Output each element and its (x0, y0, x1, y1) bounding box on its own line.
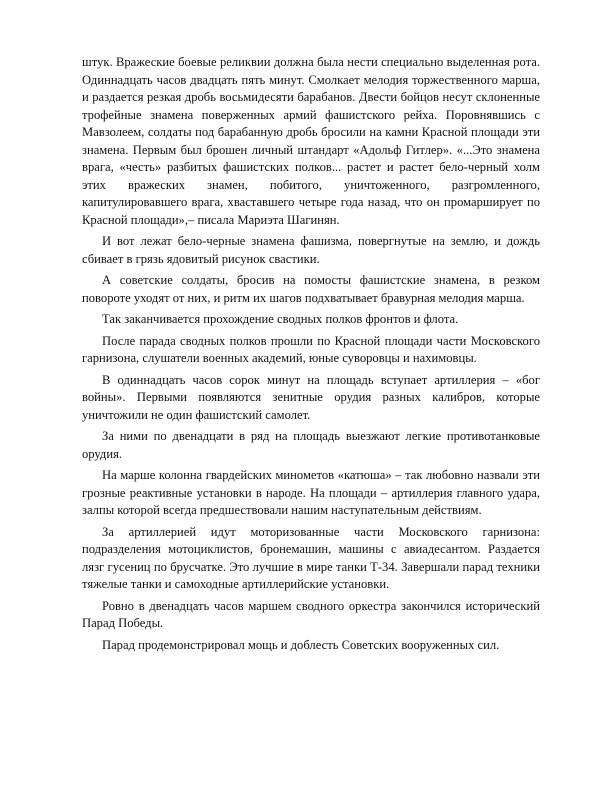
paragraph-3: А советские солдаты, бросив на помосты фашистские знамена, в резком повороте уходят от них, и ритм их шагов подхватывает бравурная мелодия марша. (82, 273, 540, 305)
paragraph-7: За ними по двенадцати в ряд на площадь выезжают легкие противотанковые орудия. (82, 429, 540, 461)
paragraph-10: Ровно в двенадцать часов маршем сводного оркестра закончился исторический Парад Победы. (82, 598, 540, 630)
paragraph-8: На марше колонна гвардейских минометов «катюша» – так любовно назвали эти грозные реактивные установки в народе. На площади – артиллерия главного удара, залпы которой всегда предшествовали нашим наступательным действиям. (82, 468, 540, 517)
paragraph-9: За артиллерией идут моторизованные части Московского гарнизона: подразделения мотоциклистов, бронемашин, машины с авиадесантом. Раздается лязг гусениц по брусчатке. Это лучшие в мире танки Т-34. Завершали парад техники тяжелые танки и самоходные артиллерийские установки. (82, 524, 540, 591)
paragraph-5: После парада сводных полков прошли по Красной площади части Московского гарнизона, слушатели военных академий, юные суворовцы и нахимовцы. (82, 333, 540, 365)
paragraph-6: В одиннадцать часов сорок минут на площадь вступает артиллерия – «бог войны». Первыми появляются зенитные орудия разных калибров, которые уничтожили не один фашистский самолет. (82, 372, 540, 422)
paragraph-4: Так заканчивается прохождение сводных полков фронтов и флота. (102, 312, 459, 326)
paragraph-1: штук. Вражеские боевые реликвии должна была нести специально выделенная рота. Одиннадцать часов двадцать пять минут. Смолкает мелодия торжественного марша, и раздается резкая дробь восьмидесяти барабанов. Двести бойцов несут склоненные трофейные знамена поверженных армий фашистского рейха. Поровнявшись с Мавзолеем, солдаты под барабанную дробь бросили на камни Красной площади эти знамена. Первым был брошен личный штандарт «Адольф Гитлер». «...Это знамена врага, «честь» разбитых фашистских полков... растет и растет бело-черный холм этих вражеских знамен, побитого, уничтоженного, разгромленного, капитулировавшего врага, хваставшего четыре года назад, что он промарширует по Красной площади»,– писала Мариэта Шагинян. (82, 55, 540, 227)
paragraph-11: Парад продемонстрировал мощь и доблесть Советских вооруженных сил. (102, 637, 500, 652)
document-page (82, 54, 540, 658)
paragraph-2: И вот лежат бело-черные знамена фашизма, повергнутые на землю, и дождь сбивает в грязь ядовитый рисунок свастики. (82, 234, 540, 266)
